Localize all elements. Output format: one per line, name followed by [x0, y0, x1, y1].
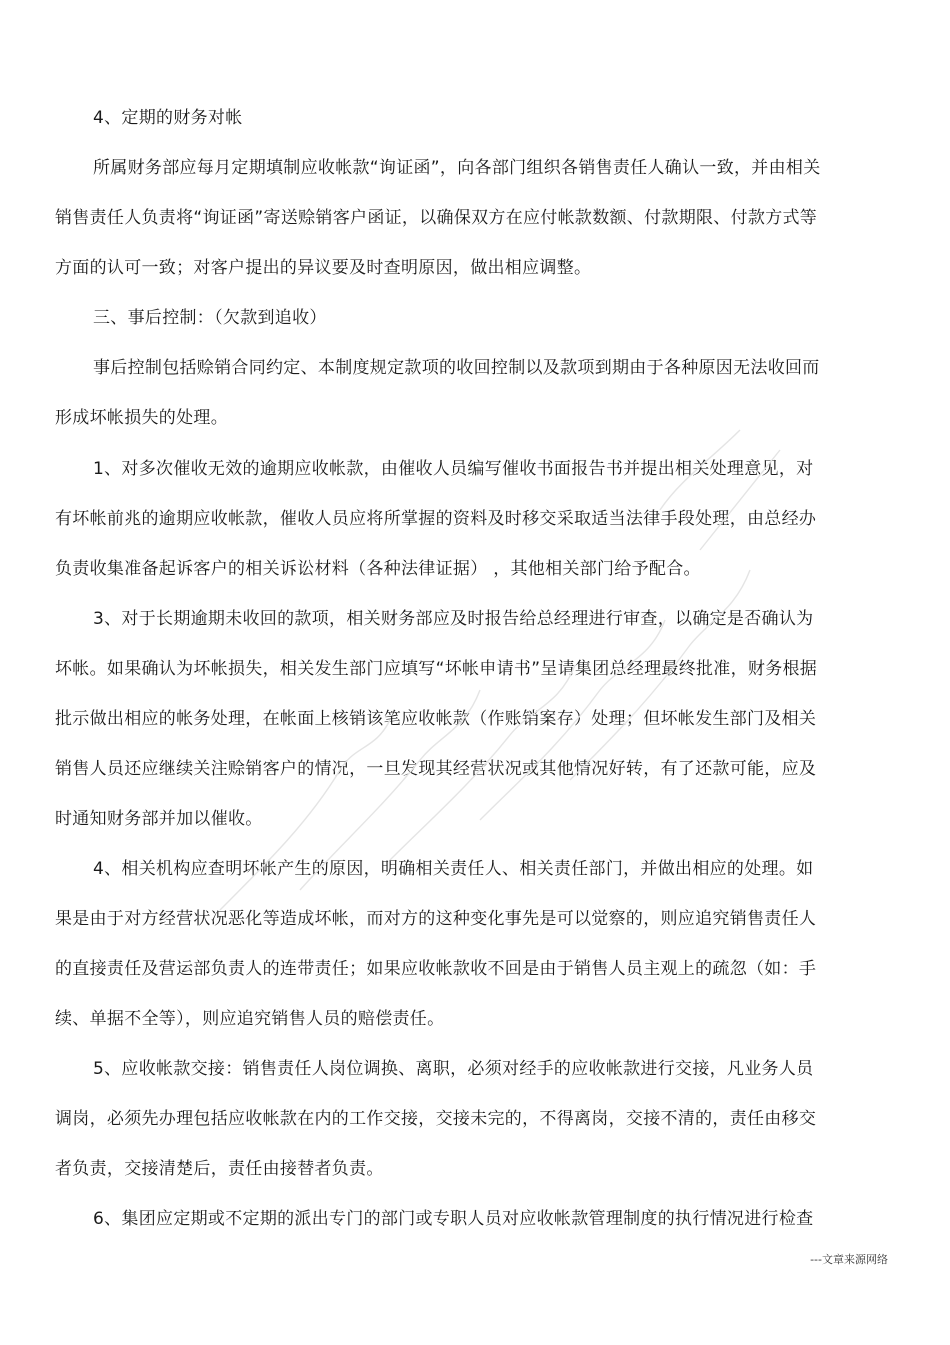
paragraph-line: 事后控制包括赊销合同约定、本制度规定款项的收回控制以及款项到期由于各种原因无法收回而	[93, 358, 820, 378]
paragraph-line: 续、单据不全等），则应追究销售人员的赔偿责任。	[55, 1009, 445, 1029]
paragraph-line: 3、对于长期逾期未收回的款项，相关财务部应及时报告给总经理进行审查，以确定是否确认为	[93, 609, 814, 629]
paragraph-line: 5、应收帐款交接：销售责任人岗位调换、离职，必须对经手的应收帐款进行交接，凡业务人员	[93, 1059, 814, 1079]
paragraph-line: 1、对多次催收无效的逾期应收帐款，由催收人员编写催收书面报告书并提出相关处理意见，对	[93, 459, 814, 479]
paragraph-line: 6、集团应定期或不定期的派出专门的部门或专职人员对应收帐款管理制度的执行情况进行检查	[93, 1209, 814, 1229]
paragraph-line: 方面的认可一致；对客户提出的异议要及时查明原因，做出相应调整。	[55, 258, 592, 278]
paragraph-line: 形成坏帐损失的处理。	[55, 408, 228, 428]
paragraph-line: 调岗，必须先办理包括应收帐款在内的工作交接，交接未完的，不得离岗，交接不清的，责任由移交	[55, 1109, 817, 1129]
paragraph-line: 销售人员还应继续关注赊销客户的情况，一旦发现其经营状况或其他情况好转，有了还款可能，应及	[55, 759, 817, 779]
paragraph-line: 坏帐。如果确认为坏帐损失，相关发生部门应填写“坏帐申请书”呈请集团总经理最终批准，财务根据	[55, 659, 818, 679]
heading-post-control: 三、事后控制：（欠款到追收）	[93, 308, 327, 328]
paragraph-line: 销售责任人负责将“询证函”寄送赊销客户函证，以确保双方在应付帐款数额、付款期限、付款方式等	[55, 208, 818, 228]
paragraph-line: 4、相关机构应查明坏帐产生的原因，明确相关责任人、相关责任部门，并做出相应的处理。如	[93, 859, 814, 879]
paragraph-line: 者负责，交接清楚后，责任由接替者负责。	[55, 1159, 384, 1179]
paragraph-line: 果是由于对方经营状况恶化等造成坏帐，而对方的这种变化事先是可以觉察的，则应追究销售责任人	[55, 909, 817, 929]
paragraph-line: 有坏帐前兆的逾期应收帐款，催收人员应将所掌握的资料及时移交采取适当法律手段处理，由总经办	[55, 509, 817, 529]
paragraph-line: 的直接责任及营运部负责人的连带责任；如果应收帐款收不回是由于销售人员主观上的疏忽（如：手	[55, 959, 817, 979]
paragraph-line: 时通知财务部并加以催收。	[55, 809, 263, 829]
paragraph-line: 所属财务部应每月定期填制应收帐款“询证函”，向各部门组织各销售责任人确认一致，并由相关	[93, 158, 821, 178]
heading-periodic-reconciliation: 4、定期的财务对帐	[93, 108, 243, 128]
paragraph-line: 批示做出相应的帐务处理，在帐面上核销该笔应收帐款（作账销案存）处理；但坏帐发生部门及相关	[55, 709, 817, 729]
source-footer: ---文章来源网络	[810, 1253, 888, 1266]
paragraph-line: 负责收集准备起诉客户的相关诉讼材料（各种法律证据） ，其他相关部门给予配合。	[55, 559, 701, 579]
